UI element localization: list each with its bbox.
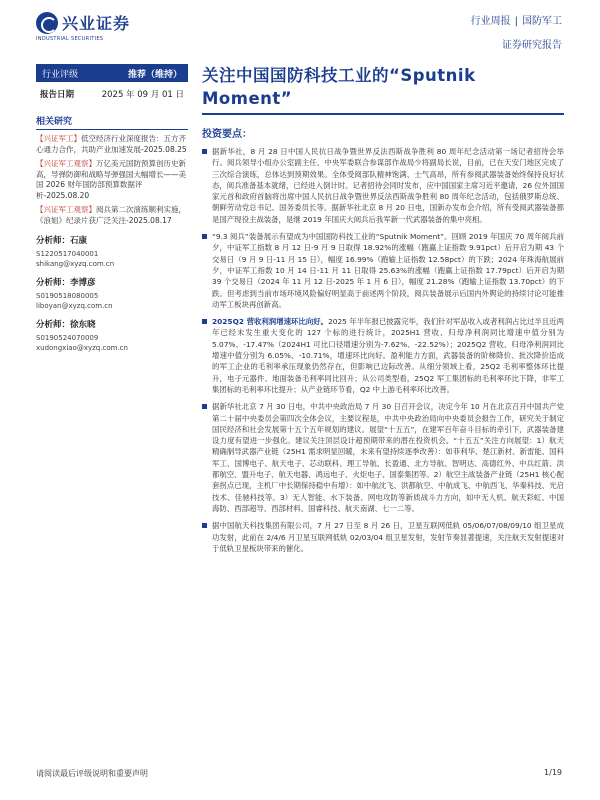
- analyst-card: [36, 276, 188, 310]
- analyst-email[interactable]: shikang@xyzq.com.cn: [36, 260, 115, 268]
- report-series: 证券研究报告: [502, 40, 562, 51]
- rating-label: 行业评级: [42, 69, 79, 80]
- key-point-paragraph: 2025Q2 营收利润增速环比向好。2025 年半年报已披露完毕，我们针对军品收入或者利润占比过半且近两年已经未发生重大变化的 127 个标的进行统计，2025H1 营收、归母净利润同比增速中值分别为 5.07%、-17.47%（2024H1 可比口径增速分别为-7.62%、-22.52%）；2025Q2 营收、归母净利润同比增速中值分别为 6.05%、-10.71%，增速环比向好。盈利能力方面，武器装备的阶梯降价、批次降价造成的军工企业的毛利率承压现象仍然存在，但影响已边际改善。从细分领域上看，25Q2 毛利率整体环比提升，电子元器件、地面装备毛利率同比回升；从公司类型看，25Q2 军工集团标的毛利率环比下降，非军工集团标的毛利率环比提升；从产业链环节看，Q2 中上游毛利率环比改善。: [202, 316, 564, 395]
- disclaimer-note: 请阅读最后评级说明和重要声明: [36, 769, 148, 778]
- analyst-license: S0190518080005: [36, 292, 99, 300]
- report-category: 行业周报 | 国防军工 证券研究报告: [471, 12, 562, 51]
- report-sector: 国防军工: [522, 16, 562, 27]
- rating-value: 推荐（维持）: [127, 69, 182, 80]
- sidebar: [36, 64, 188, 352]
- main-content: [202, 64, 564, 554]
- related-research-title: 相关研究: [36, 114, 188, 130]
- date-value: 2025 年 09 月 01 日: [101, 90, 184, 100]
- analyst-license: S1220517040001: [36, 250, 99, 258]
- title-divider: [202, 113, 564, 115]
- analyst-name: 分析师：石康: [36, 236, 88, 246]
- analyst-card: [36, 318, 188, 352]
- analyst-name: 分析师：徐东晓: [36, 320, 96, 330]
- analyst-card: [36, 234, 188, 268]
- analyst-name: 分析师：李博彦: [36, 278, 96, 288]
- analyst-license: S0190524070009: [36, 334, 99, 342]
- key-point-paragraph: 据新华社北京 7 月 30 日电，中共中央政治局 7 月 30 日召开会议，决定今年 10 月在北京召开中国共产党第二十届中央委员会第四次全体会议，主要议程是，中共中央政治局向中央委员会报告工作，研究关于制定国民经济和社会发展第十五个五年规划的建议。展望“十五五”，在建军百年奋斗目标的牵引下，武器装备建设力度有望进一步强化。建议关注顶层设计超预期带来的潜在投资机会。“十五五”关注方向展望：1）航天精确制导武器产业链（25H1 需求明显回暖，未来有望持续逐季改善）：如菲利华、楚江新材、新雷能、国科军工、国博电子、航天电子、芯动联科、理工导航、长盈通、北方导航、智明达、高德红外、中兵红箭、洪都航空、盟升电子、航天电器、鸿远电子、火炬电子、国泰集团等。2）航空主战装备产业链（25H1 核心配套拐点已现，主机厂中长期保持稳中有增）：如中航沈飞、洪都航空、中航成飞、中航西飞、华秦科技、光启技术、佳驰科技等。3）无人智能、水下装备、网电攻防等新质战斗力方向，如中无人机、航天彩虹、中国海防、西部超导、西部材料、国睿科技、航天南湖、七一二等。: [202, 401, 564, 514]
- analyst-email[interactable]: xudongxiao@xyzq.com.cn: [36, 344, 128, 352]
- related-research-item[interactable]: 【兴证军工观察】万亿美元国防预算创历史新高，导弹防御和战略导弹强国大幅增长——美国 2026 财年国防部预算数据评析-2025.08.20: [36, 159, 186, 200]
- industry-rating: [36, 64, 188, 82]
- report-date: [36, 88, 188, 100]
- key-point-paragraph: “9.3 阅兵”装备展示有望成为中国国防科技工业的“Sputnik Moment”。回顾 2019 年国庆 70 周年阅兵前夕，中证军工指数 8 月 12 日-9 月 9 日取得 18.92%的涨幅（跑赢上证指数 9.91pct）后开启为期 43 个交易日（9 月 9 日-11 月 15 日），幅度 16.99%（跑输上证指数 12.58pct）的下跌；2024 年珠海航展前夕，中证军工指数 10 月 14 日-11 月 11 日取得 25.63%的涨幅（跑赢上证指数 17.79pct）后开启为期 39 个交易日（2024 年 11 月 12 日-2025 年 1 月 6 日），幅度 21.28%（跑输上证指数 13.70pct）的下跌。但考虑到当前市场环境风险偏好明显高于前述两个阶段，阅兵装备展示后国内外舆论的持续讨论可能推动军工板块再创新高。: [202, 231, 564, 310]
- key-point-paragraph: 据新华社，8 月 28 日中国人民抗日战争暨世界反法西斯战争胜利 80 周年纪念活动第一场记者招待会举行。阅兵领导小组办公室副主任、中央军委联合参谋部作战局少将副局长说，目前，已在天安门地区完成了三次综合演练，总体达到预期效果。全体受阅部队精神饱满、士气高昂，所有参阅武器装备始终保持良好状态，阅兵准备基本就绪，已经进入倒计时。记者招待会同时发布，应中国国家主席习近平邀请，26 位外国国家元首和政府首脑将出席中国人民抗日战争暨世界反法西斯战争胜利 80 周年纪念活动，包括俄罗斯总统、朝鲜劳动党总书记、国务委员长等。据新华社北京 8 月 20 日电，国新办发布会介绍，所有受阅武器装备都是国产现役主战装备，是继 2019 年国庆大阅兵后我军新一代武器装备的集中亮相。: [202, 146, 564, 225]
- page-footer: [36, 768, 562, 779]
- company-logo-english: INDUSTRIAL SECURITIES: [36, 36, 104, 42]
- related-research-item[interactable]: 【兴证军工】低空经济行业深度报告：五方齐心通力合作，共助产业加速发展-2025.08.25: [36, 134, 187, 154]
- report-title: 关注中国国防科技工业的“Sputnik Moment”: [202, 66, 476, 108]
- company-logo-icon: [36, 12, 58, 34]
- analyst-email[interactable]: liboyan@xyzq.com.cn: [36, 302, 113, 310]
- date-label: 报告日期: [40, 90, 75, 100]
- page-number: 1/19: [544, 768, 562, 777]
- page-header: [0, 0, 600, 56]
- company-logo-text: 兴业证券: [62, 14, 131, 33]
- analyst-list: [36, 234, 188, 352]
- related-research-list: [36, 134, 188, 226]
- report-type: 行业周报: [470, 16, 511, 27]
- key-points-heading: 投资要点：: [202, 129, 252, 140]
- key-point-paragraph: 据中国航天科技集团有限公司，7 月 27 日至 8 月 26 日，卫星互联网低轨 05/06/07/08/09/10 组卫星成功发射，此前在 2/4/6 月卫星互联网低轨 02/03/04 组卫星发射，发射节奏显著提速，关注航天发射提速对于低轨卫星板块带来的催化。: [202, 520, 564, 554]
- related-research-item[interactable]: 【兴证军工观察】阅兵第二次演练顺利实施，《浪姐》纪录片获广泛关注-2025.08.17: [36, 205, 186, 225]
